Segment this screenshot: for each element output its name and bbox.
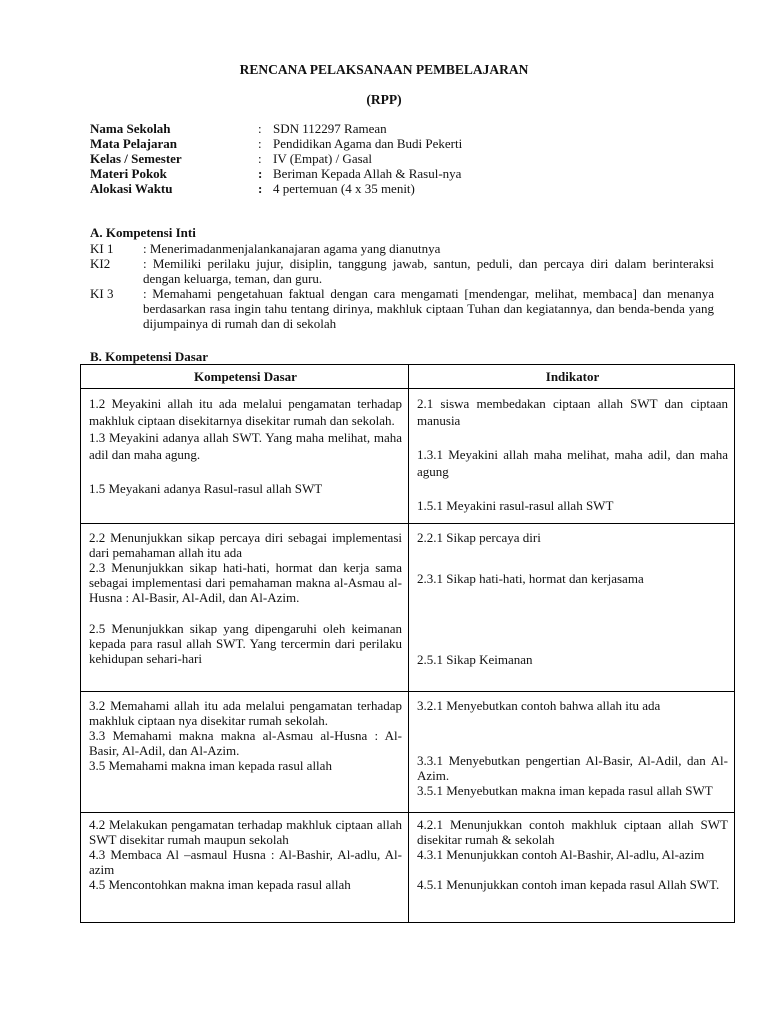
table-row [81,524,735,692]
table-row [81,389,735,524]
identity-value: 4 pertemuan (4 x 35 menit) [273,181,415,196]
identity-row-topic [90,166,462,181]
indikator-text: 3.3.1 Menyebutkan pengertian Al-Basir, Al-Adil, dan Al-Azim. [417,753,728,783]
kd-text: 3.3 Memahami makna makna al-Asmau al-Husna : Al-Basir, Al-Adil, dan Al-Azim. [89,728,402,758]
ki-text: : Memahami pengetahuan faktual dengan cara mengamati [mendengar, melihat, membaca] dan menanya berdasarkan rasa ingin tahu tentang dirinya, makhluk ciptaan Tuhan dan kegiatannya, dan benda-benda yang dijumpainya di rumah dan di sekolah [143,286,714,331]
identity-row-subject [90,136,462,151]
identity-label: Materi Pokok [90,166,167,181]
ki-text: : Memiliki perilaku jujur, disiplin, tanggung jawab, santun, peduli, dan percaya diri dalam berinteraksi dengan keluarga, teman, dan guru. [143,256,714,286]
section-heading-kd: B. Kompetensi Dasar [90,349,209,364]
kd-text: 1.2 Meyakini allah itu ada melalui pengamatan terhadap makhluk ciptaan disekitarnya disekitar rumah dan sekolah. [89,396,402,428]
kd-cell [81,524,409,692]
identity-label: Mata Pelajaran [90,136,178,151]
table-row [81,813,735,923]
kd-text: 3.2 Memahami allah itu ada melalui pengamatan terhadap makhluk ciptaan nya disekitar rumah sekolah. [89,698,402,728]
kd-cell [81,692,409,813]
identity-separator: : [258,136,262,151]
indikator-text: 2.2.1 Sikap percaya diri [417,530,541,545]
table-row [81,692,735,813]
identity-value: SDN 112297 Ramean [273,121,387,136]
identity-value: Beriman Kepada Allah & Rasul-nya [273,166,462,181]
ki-text: : Menerimadanmenjalankanajaran agama yang dianutnya [143,241,441,256]
indikator-cell [409,524,735,692]
document-subtitle: (RPP) [366,92,402,107]
ki-item [90,256,714,286]
identity-value: IV (Empat) / Gasal [273,151,373,166]
identity-separator: : [258,181,263,196]
kd-text: 4.3 Membaca Al –asmaul Husna : Al-Bashir, Al-adlu, Al-azim [89,847,402,877]
indikator-cell [409,692,735,813]
kd-text: 2.3 Menunjukkan sikap hati-hati, hormat dan kerja sama sebagai implementasi dari pemahaman makna al-Asmau al-Husna : Al-Basir, Al-Adil, dan Al-Azim. [89,560,402,605]
indikator-text: 2.3.1 Sikap hati-hati, hormat dan kerjasama [417,571,644,586]
section-heading-ki: A. Kompetensi Inti [90,225,196,240]
identity-separator: : [258,166,263,181]
table-header-row [81,365,735,389]
indikator-cell [409,813,735,923]
document-title: RENCANA PELAKSANAAN PEMBELAJARAN [239,62,529,77]
ki-key: KI2 [90,256,111,271]
indikator-text: 4.2.1 Menunjukkan contoh makhluk ciptaan allah SWT disekitar rumah & sekolah [417,817,728,847]
indikator-text: 1.3.1 Meyakini allah maha melihat, maha adil, dan maha agung [417,447,728,479]
ki-list [90,241,714,331]
identity-row-time [90,181,462,196]
identity-label: Alokasi Waktu [90,181,173,196]
kd-text: 1.3 Meyakini adanya allah SWT. Yang maha melihat, maha adil dan maha agung. [89,430,402,462]
kd-text: 2.5 Menunjukkan sikap yang dipengaruhi oleh keimanan kepada para rasul allah SWT. Yang tercermin dari perilaku kehidupan sehari-hari [89,621,402,666]
indikator-text: 3.2.1 Menyebutkan contoh bahwa allah itu ada [417,698,661,713]
identity-row-class [90,151,462,166]
indikator-text: 3.5.1 Menyebutkan makna iman kepada rasul allah SWT [417,783,713,798]
kd-table [80,364,735,923]
kd-cell [81,813,409,923]
indikator-text: 2.1 siswa membedakan ciptaan allah SWT dan ciptaan manusia [417,396,728,428]
kd-text: 4.2 Melakukan pengamatan terhadap makhluk ciptaan allah SWT disekitar rumah maupun sekolah [89,817,402,847]
kd-cell [81,389,409,524]
ki-item [90,286,714,331]
kd-text: 4.5 Mencontohkan makna iman kepada rasul allah [89,877,351,892]
column-header-kd: Kompetensi Dasar [81,365,409,389]
identity-value: Pendidikan Agama dan Budi Pekerti [273,136,463,151]
indikator-cell [409,389,735,524]
identity-label: Nama Sekolah [90,121,171,136]
column-header-indikator: Indikator [409,365,735,389]
indikator-text: 4.5.1 Menunjukkan contoh iman kepada rasul Allah SWT. [417,877,720,892]
identity-separator: : [258,121,262,136]
indikator-text: 4.3.1 Menunjukkan contoh Al-Bashir, Al-adlu, Al-azim [417,847,705,862]
identity-separator: : [258,151,262,166]
indikator-text: 1.5.1 Meyakini rasul-rasul allah SWT [417,498,614,513]
kd-text: 2.2 Menunjukkan sikap percaya diri sebagai implementasi dari pemahaman allah itu ada [89,530,402,560]
ki-key: KI 1 [90,241,114,256]
identity-label: Kelas / Semester [90,151,182,166]
kd-text: 3.5 Memahami makna iman kepada rasul allah [89,758,332,773]
identity-row-school [90,121,462,136]
kd-text: 1.5 Meyakani adanya Rasul-rasul allah SWT [89,481,323,496]
indikator-text: 2.5.1 Sikap Keimanan [417,652,533,667]
ki-key: KI 3 [90,286,114,301]
identity-block [90,121,462,196]
ki-item [90,241,714,256]
